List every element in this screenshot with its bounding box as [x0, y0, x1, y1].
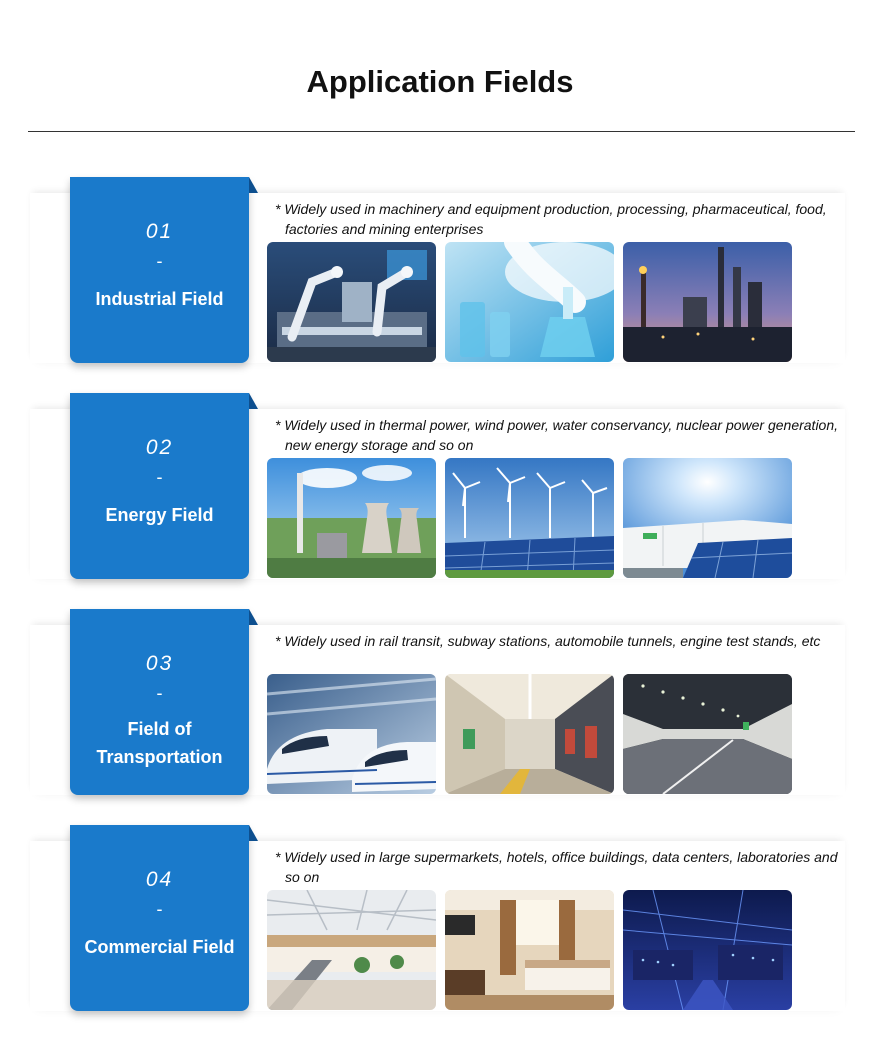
hotel-room-photo — [445, 890, 614, 1010]
section-dash: - — [156, 683, 163, 703]
section-card — [70, 825, 249, 1011]
section-energy — [0, 393, 880, 583]
cooling-towers-power-plant-photo — [267, 458, 436, 578]
card-fold — [249, 393, 258, 409]
section-card — [70, 393, 249, 579]
title-divider — [28, 131, 855, 132]
section-number: 02 — [145, 436, 174, 459]
card-fold — [249, 177, 258, 193]
section-number: 04 — [145, 868, 174, 891]
wind-turbines-solar-panels-photo — [445, 458, 614, 578]
section-number: 03 — [145, 652, 174, 675]
section-card — [70, 609, 249, 795]
high-speed-trains-photo — [267, 674, 436, 794]
section-number: 01 — [145, 220, 174, 243]
section-industrial — [0, 177, 880, 367]
section-transportation — [0, 609, 880, 799]
section-name-line: Transportation — [96, 747, 223, 767]
card-fold — [249, 609, 258, 625]
section-description: * Widely used in rail transit, subway stations, automobile tunnels, engine test stands, etc — [275, 633, 821, 649]
section-dash: - — [156, 467, 163, 487]
section-description: * Widely used in machinery and equipment production, processing, pharmaceutical, food, factories and mining enterprises — [275, 201, 827, 237]
section-description: * Widely used in thermal power, wind power, water conservancy, nuclear power generation, new energy storage and so on — [275, 417, 839, 453]
section-name-line: Field of — [127, 719, 192, 739]
shopping-mall-atrium-photo — [267, 890, 436, 1010]
page-title: Application Fields — [306, 64, 574, 99]
section-name: Energy Field — [105, 505, 214, 525]
section-card — [70, 177, 249, 363]
section-dash: - — [156, 899, 163, 919]
refinery-at-dusk-photo — [623, 242, 792, 362]
energy-storage-containers-photo — [623, 458, 792, 578]
subway-station-platform-photo — [445, 674, 614, 794]
laboratory-glassware-photo — [445, 242, 614, 362]
data-center-photo — [623, 890, 792, 1010]
section-commercial — [0, 825, 880, 1015]
robotic-assembly-line-photo — [267, 242, 436, 362]
section-name — [70, 715, 249, 771]
card-fold — [249, 825, 258, 841]
section-dash: - — [156, 251, 163, 271]
section-name: Industrial Field — [95, 289, 224, 309]
section-name: Commercial Field — [84, 937, 235, 957]
section-description: * Widely used in large supermarkets, hotels, office buildings, data centers, laboratories and so on — [275, 849, 838, 885]
road-tunnel-photo — [623, 674, 792, 794]
